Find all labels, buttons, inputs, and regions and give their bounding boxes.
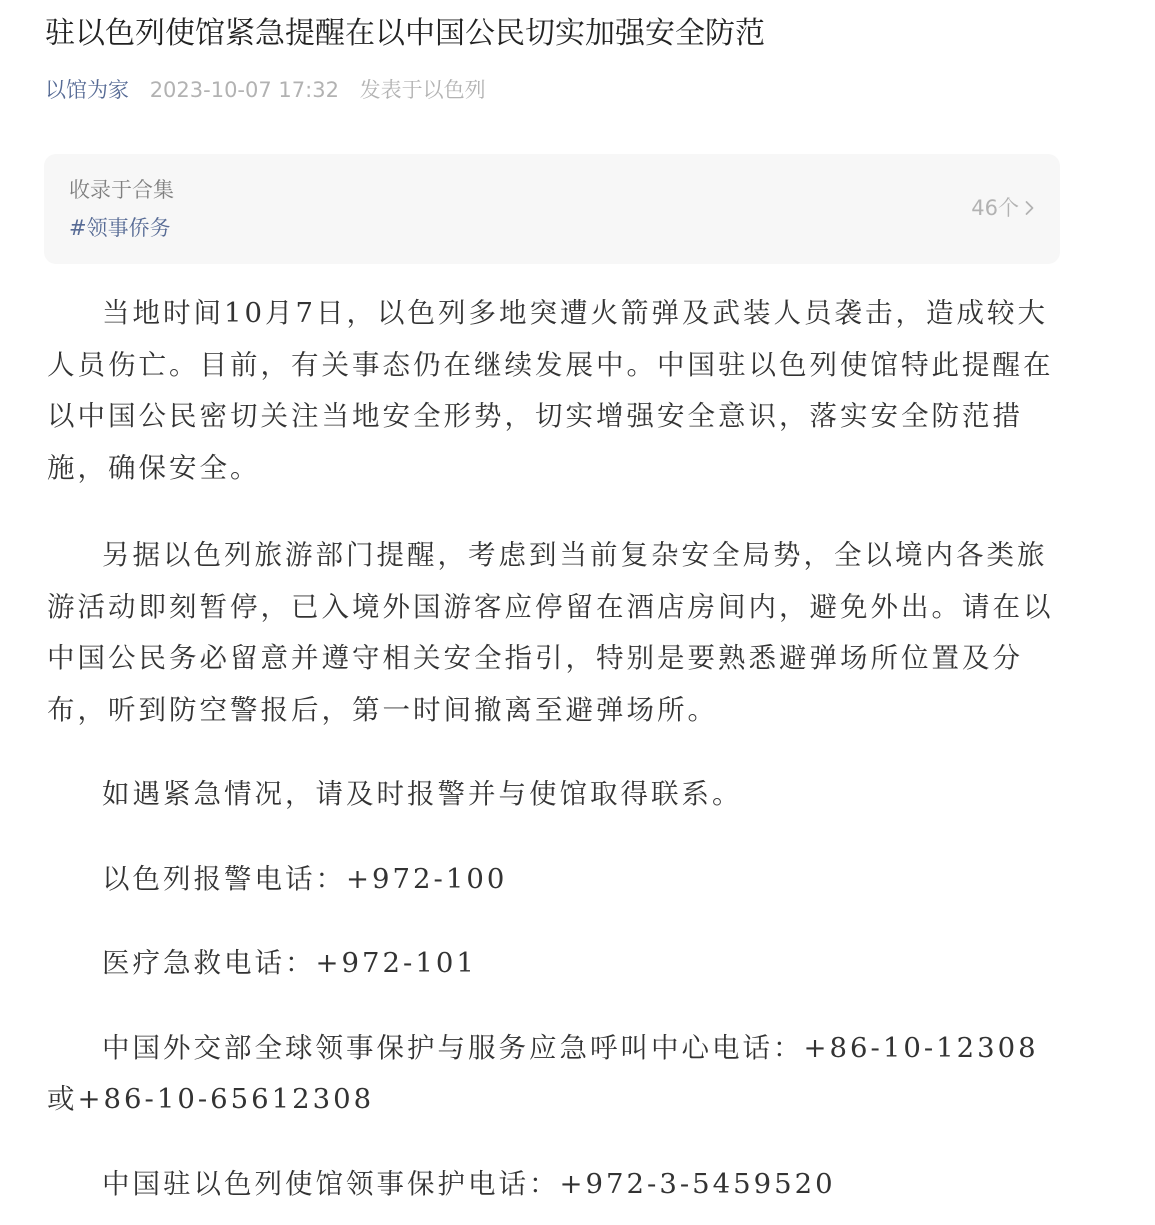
album-card[interactable] [44, 154, 1060, 264]
paragraph-tourism-advisory: 另据以色列旅游部门提醒，考虑到当前复杂安全局势，全以境内各类旅游活动即刻暂停，已入境外国游客应停留在酒店房间内，避免外出。请在以中国公民务必留意并遵守相关安全指引，特别是要熟悉避弹场所位置及分布，听到防空警报后，第一时间撤离至避弹场所。 [47, 539, 1054, 726]
paragraph-mfa-hotline: 中国外交部全球领事保护与服务应急呼叫中心电话：+86-10-12308或+86-10-65612308 [47, 1031, 1039, 1115]
album-count[interactable] [971, 194, 1034, 222]
paragraph-incident: 当地时间10月7日，以色列多地突遭火箭弹及武装人员袭击，造成较大人员伤亡。目前，有关事态仍在继续发展中。中国驻以色列使馆特此提醒在以中国公民密切关注当地安全形势，切实增强安全意识，落实安全防范措施，确保安全。 [47, 297, 1054, 484]
article-meta [45, 76, 486, 104]
article-title: 驻以色列使馆紧急提醒在以中国公民切实加强安全防范 [45, 16, 765, 51]
album-heading: 收录于合集 [69, 178, 174, 202]
chevron-right-icon [1025, 200, 1034, 216]
paragraph-emergency-contact: 如遇紧急情况，请及时报警并与使馆取得联系。 [102, 778, 743, 810]
paragraph-police-phone: 以色列报警电话：+972-100 [102, 862, 508, 895]
paragraph-embassy-phone: 中国驻以色列使馆领事保护电话：+972-3-5459520 [102, 1167, 836, 1200]
publish-location: 发表于以色列 [359, 78, 486, 102]
album-count-label: 46个 [971, 196, 1019, 220]
account-name-link[interactable]: 以馆为家 [45, 78, 129, 102]
publish-time: 2023-10-07 17:32 [149, 78, 339, 102]
article-content [47, 288, 1057, 1210]
album-tag-link[interactable]: #领事侨务 [69, 216, 171, 240]
paragraph-medical-phone: 医疗急救电话：+972-101 [102, 947, 477, 979]
